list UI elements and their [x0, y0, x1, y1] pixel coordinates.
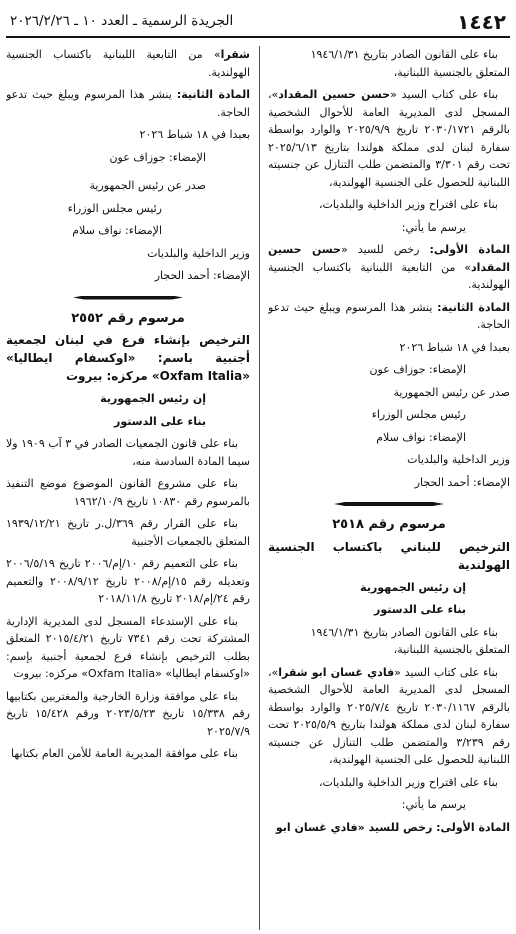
- article-2: المادة الثانية: ينشر هذا المرسوم ويبلغ حيث تدعو الحاجة.: [6, 88, 250, 119]
- decree-title: مرسوم رقم ٢٥١٨: [332, 517, 446, 532]
- paragraph: بناء على اقتراح وزير الداخلية والبلديات،: [318, 775, 498, 789]
- paragraph: يرسم ما يأتي:: [401, 798, 466, 811]
- issued-by: صدر عن رئيس الجمهورية: [393, 385, 510, 399]
- decree-date: بعبدا في ١٨ شباط ٢٠٢٦: [139, 128, 250, 141]
- president-line: إن رئيس الجمهورية: [360, 580, 466, 594]
- paragraph: يرسم ما يأتي:: [401, 220, 466, 234]
- article-2: المادة الثانية: ينشر هذا المرسوم ويبلغ حيث تدعو الحاجة.: [268, 300, 510, 331]
- gazette-title: الجريدة الرسمية ـ العدد ١٠ ـ ٢٠٢٦/٢/٢٦: [10, 13, 234, 29]
- section-divider: [6, 290, 250, 306]
- section-divider: [268, 496, 510, 512]
- constitution-line: بناء على الدستور: [114, 414, 206, 428]
- paragraph: بناء على التعميم رقم ١٠/إم/٢٠٠٦ تاريخ ٢٠٠٦/٥/١٩ وتعديله رقم ١٥/إم/٢٠٠٨ تاريخ ٢٠٠٨/٩/١٢ والتعميم رقم ٢٤/إم/٢٠١٨ تاريخ ٢٠١٨/١١/٨: [6, 557, 250, 605]
- paragraph: بناء على قانون الجمعيات الصادر في ٣ آب ١٩٠٩ ولا سيما المادة السادسة منه،: [6, 437, 250, 468]
- paragraph: بناء على اقتراح وزير الداخلية والبلديات،: [318, 198, 498, 211]
- signature: الإمضاء: جوزاف عون: [109, 150, 206, 164]
- issued-by: صدر عن رئيس الجمهورية: [89, 179, 206, 192]
- prime-minister: رئيس مجلس الوزراء: [371, 408, 466, 421]
- page-header: [6, 6, 510, 38]
- paragraph: بناء على القانون الصادر بتاريخ ١٩٤٦/١/٣١ المتعلق بالجنسية اللبنانية،: [310, 48, 510, 79]
- article-1-continued: شقرا» من التابعية اللبنانية باكتساب الجنسية الهولندية.: [6, 48, 250, 79]
- signature: الإمضاء: نواف سلام: [72, 224, 162, 237]
- president-line: إن رئيس الجمهورية: [100, 392, 206, 405]
- signature: الإمضاء: جوزاف عون: [369, 363, 466, 376]
- decree-date: بعبدا في ١٨ شباط ٢٠٢٦: [399, 340, 510, 354]
- prime-minister: رئيس مجلس الوزراء: [67, 201, 162, 215]
- article-1: المادة الأولى: رخص للسيد «فادي غسان ابو: [275, 820, 510, 834]
- column-divider: [259, 46, 260, 930]
- signature: الإمضاء: أحمد الحجار: [414, 475, 510, 489]
- page-number: ١٤٤٢: [457, 10, 506, 34]
- right-column: [268, 46, 510, 932]
- decree-subject: الترخيص للبناني باكتساب الجنسية الهولندية: [268, 539, 510, 572]
- constitution-line: بناء على الدستور: [374, 603, 466, 616]
- left-column: [6, 46, 250, 932]
- paragraph: بناء على الإستدعاء المسجل لدى المديرية الإدارية المشتركة تحت رقم ٧٣٤١ تاريخ ٢٠١٥/٤/٢١ المتعلق بطلب الترخيص بإنشاء فرع لجمعية أجنبية بإسم: «اوكسفام ايطاليا» «Oxfam Italia» مركزه: بيروت: [6, 614, 250, 680]
- signature: الإمضاء: نواف سلام: [376, 430, 466, 444]
- paragraph: بناء على موافقة المديرية العامة للأمن العام بكتابها: [11, 747, 238, 760]
- paragraph: بناء على مشروع القانون الموضوع موضع التنفيذ بالمرسوم رقم ١٠٨٣٠ تاريخ ١٩٦٢/١٠/٩: [6, 477, 250, 508]
- signature: الإمضاء: أحمد الحجار: [154, 269, 250, 282]
- paragraph: بناء على كتاب السيد «حسن حسين المقداد»، المسجل لدى المديرية العامة للأحوال الشخصية بالرقم ٢٠٣٠/١٧٢١ تاريخ ٢٠٢٥/٩/٩ والوارد بواسطة سفارة لبنان لدى مملكة هولندا بتاريخ ٢٠٢٥/٦/١٣ تحت رقم ٣/٣٠١ والمتضمن طلب التنازل عن جنسيته اللبنانية للحصول على الجنسية الهولندية،: [268, 88, 510, 189]
- minister: وزير الداخلية والبلديات: [147, 246, 250, 260]
- paragraph: بناء على موافقة وزارة الخارجية والمغتربين بكتابيها رقم ١٥/٣٣٨ تاريخ ٢٠٢٣/٥/٢٣ ورقم ١٥/٤٢٨ تاريخ ٢٠٢٥/٧/٩: [6, 689, 250, 738]
- paragraph: بناء على كتاب السيد «فادي غسان ابو شقرا»، المسجل لدى المديرية العامة للأحوال الشخصية بالرقم ٢٠٣٠/١١٦٧ تاريخ ٢٠٢٥/٧/٤ والوارد بواسطة سفارة لبنان لدى مملكة هولندا بتاريخ ٢٠٢٥/٥/٩ تحت رقم ٣/٢٣٩ والمتضمن طلب التنازل عن جنسيته اللبنانية للحصول على الجنسية الهولندية،: [268, 665, 510, 766]
- decree-subject: الترخيص بإنشاء فرع في لبنان لجمعية أجنبية باسم: «اوكسفام ايطاليا» «Oxfam Italia» مركزه: بيروت: [6, 333, 250, 383]
- paragraph: بناء على القرار رقم ٣٦٩/ل.ر تاريخ ١٩٣٩/١٢/٢١ المتعلق بالجمعيات الأجنبية: [6, 517, 250, 548]
- decree-title: مرسوم رقم ٢٥٥٢: [71, 310, 185, 326]
- paragraph: بناء على القانون الصادر بتاريخ ١٩٤٦/١/٣١ المتعلق بالجنسية اللبنانية،: [310, 625, 510, 656]
- article-1: المادة الأولى: رخص للسيد «حسن حسين المقداد» من التابعية اللبنانية باكتساب الجنسية الهولندية.: [268, 243, 510, 291]
- minister: وزير الداخلية والبلديات: [407, 453, 510, 466]
